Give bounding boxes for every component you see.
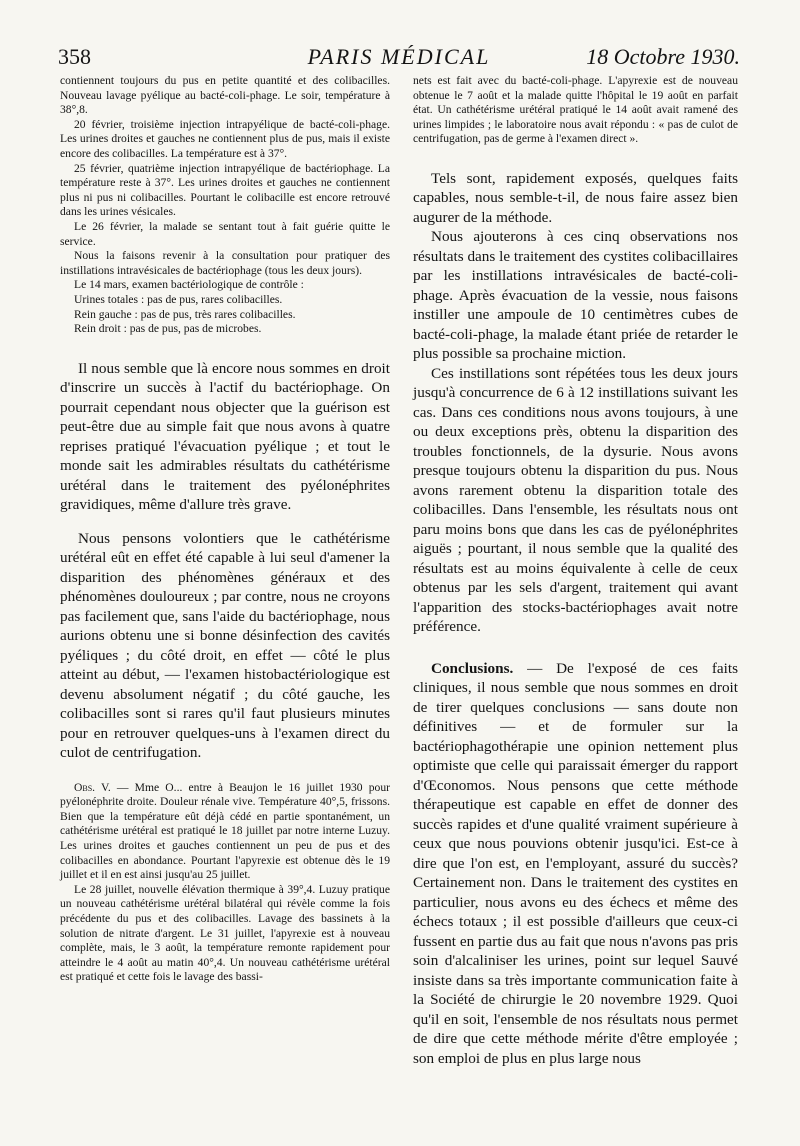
right-column <box>413 74 738 1068</box>
observation-label: Obs. V. <box>74 780 111 794</box>
exam-result-line: Urines totales : pas de pus, rares colibacilles. <box>74 292 283 306</box>
case-note-paragraph: Le 26 février, la malade se sentant tout à fait guérie quitte le service. <box>60 219 390 248</box>
case-note-paragraph: 25 février, quatrième injection intrapyélique de bactériophage. La température reste à 37°. Les urines droites et gauches ne contiennent plus ni pus ni colibacilles. Pourtant le colibacille est encore retrouvé dans les urines vésicales. <box>60 161 390 219</box>
case-note-paragraph: contiennent toujours du pus en petite quantité et des colibacilles. Nouveau lavage pyélique au bacté-coli-phage. Le soir, température à 38°,8. <box>60 74 390 117</box>
exam-result-line: Rein gauche : pas de pus, très rares colibacilles. <box>74 307 296 321</box>
exam-result-line: Rein droit : pas de pus, pas de microbes. <box>74 322 262 336</box>
observation-continuation: Le 28 juillet, nouvelle élévation thermique à 39°,4. Luzuy pratique un nouveau cathétérisme urétéral bilatéral qui révèle comme la fois précédente du pus et des colibacilles. Lavage des bassinets à la solution de nitrate d'argent. Le 31 juillet, l'apyrexie est à nouveau complète, mais, le 3 août, la température remonte rapidement pour atteindre le 4 août au matin 40°,4. Un nouveau cathétérisme urétéral est pratiqué et cette fois le lavage des bassi- <box>60 882 390 984</box>
issue-date: 18 Octobre 1930. <box>586 44 740 69</box>
left-column <box>60 74 390 985</box>
body-paragraph: Il nous semble que là encore nous sommes en droit d'inscrire un succès à l'actif du bactériophage. On pourrait cependant nous objecter que la guérison est peut-être due au simple fait que nous avons à quatre reprises pratiqué l'évacuation pyélique ; et tout le monde sait les admirables résultats du cathétérisme urétéral dans le traitement des pyélonéphrites gravidiques, même d'allure très grave. <box>60 359 390 514</box>
case-note-paragraph: 20 février, troisième injection intrapyélique de bacté-coli-phage. Les urines droites et gauches ne contiennent plus de pus, mais il existe encore des colibacilles. La température est à 37°. <box>60 117 390 160</box>
page-header <box>58 44 740 72</box>
conclusions-paragraph <box>413 659 738 1069</box>
body-paragraph: Ces instillations sont répétées tous les deux jours jusqu'à concurrence de 6 à 12 instillations suivant les cas. Dans ces conditions nous avons toujours, à une ou deux exceptions près, obtenu la disparition des troubles fonctionnels, de la dysurie. Nous avons presque toujours obtenu la disparition du pus. Nous avons rarement obtenu la disparition totale des colibacilles. Dans l'ensemble, les résultats nous ont paru moins bons que dans les cas de pyélonéphrites aiguës ; pourtant, il nous semble que la qualité des résultats est au moins équivalente à celle de ceux obtenus par les sels d'argent, traitement qui avant l'apparition des stocks-bactériophages avait notre préférence. <box>413 364 738 636</box>
body-paragraph: Nous ajouterons à ces cinq observations nos résultats dans le traitement des cystites colibacillaires par les instillations intravésicales de bacté-coli-phage. Après évacuation de la vessie, nous faisons instiller une ampoule de 10 centimètres cubes de bacté-coli-phage, la malade étant priée de retarder le plus possible sa prochaine miction. <box>413 228 738 363</box>
observation-paragraph <box>60 781 390 883</box>
observation-text: — Mme O... entre à Beaujon le 16 juillet 1930 pour pyélonéphrite droite. Douleur rénale vive. Température 40°,5, frissons. Bien que la température eût déjà cédé en partie spontanément, un cathétérisme urétéral est pratiqué le 18 juillet par notre interne Luzuy. Les urines droites et gauches contiennent un peu de pus et des colibacilles en abondance. Pourtant l'apyrexie est obtenue dès le 19 juillet et il en est ainsi jusqu'au 25 juillet. <box>60 780 390 882</box>
journal-title: PARIS MÉDICAL <box>307 44 491 69</box>
case-note-paragraph: Nous la faisons revenir à la consultation pour pratiquer des instillations intravésicales de bactériophage (tous les deux jours). <box>60 249 390 277</box>
body-paragraph: Nous pensons volontiers que le cathétérisme urétéral eût en effet été capable à lui seul d'amener la disparition des phénomènes généraux et des phénomènes douloureux ; par contre, nous ne croyons pas facilement que, sans l'aide du bactériophage, nous aurions obtenu une si bonne désinfection des cavités pyéliques ; du côté droit, en effet — côté le plus atteint au début, — l'examen histobactériologique est devenu absolument négatif ; du côté gauche, les colibacilles sont si rares qu'il faut plusieurs minutes pour en retrouver quelques-uns à l'examen direct du culot de centrifugation. <box>60 529 390 762</box>
page-number: 358 <box>58 44 91 69</box>
conclusions-text: — De l'exposé de ces faits cliniques, il nous semble que nous sommes en droit de tirer quelques conclusions — sans doute non définitives — et de formuler sur la bactériophagothérapie une opinion nettement plus optimiste que celle qui paraissait émerger du rapport d'Œconomos. Nous pensons que cette méthode thérapeutique est capable en effet de donner des succès rapides et d'une qualité vraiment supérieure à ceux que nous pouvions obtenir jusqu'ici. Est-ce à dire que l'on est, en l'employant, assuré du succès? Certainement non. Dans le traitement des cystites en particulier, nous avons eu des échecs et même des échecs totaux ; il est possible d'ailleurs que ceux-ci fussent en partie dus au fait que nous n'avons pas pris soin d'alcaliniser les urines, point sur lequel Sauvé insiste dans sa très importante communication faite à la Société de chirurgie le 20 novembre 1929. Quoi qu'il en soit, l'ensemble de nos résultats nous permet de dire que cette méthode mérite d'être employée ; son emploi de plus en plus large nous <box>413 659 738 1067</box>
body-paragraph: Tels sont, rapidement exposés, quelques faits capables, nous semble-t-il, de nous faire assez bien augurer de la méthode. <box>413 169 738 226</box>
case-note-paragraph: Le 14 mars, examen bactériologique de contrôle : <box>74 278 304 292</box>
conclusions-heading: Conclusions. <box>431 659 514 677</box>
observation-end: nets est fait avec du bacté-coli-phage. L'apyrexie est de nouveau obtenue le 7 août et la malade quitte l'hôpital le 19 août en parfait état. Un cathétérisme urétéral pratiqué le 14 août avait ramené des urines limpides ; le laboratoire nous avait répondu : « pas de culot de centrifugation, pas de germe à l'examen direct ». <box>413 74 738 146</box>
